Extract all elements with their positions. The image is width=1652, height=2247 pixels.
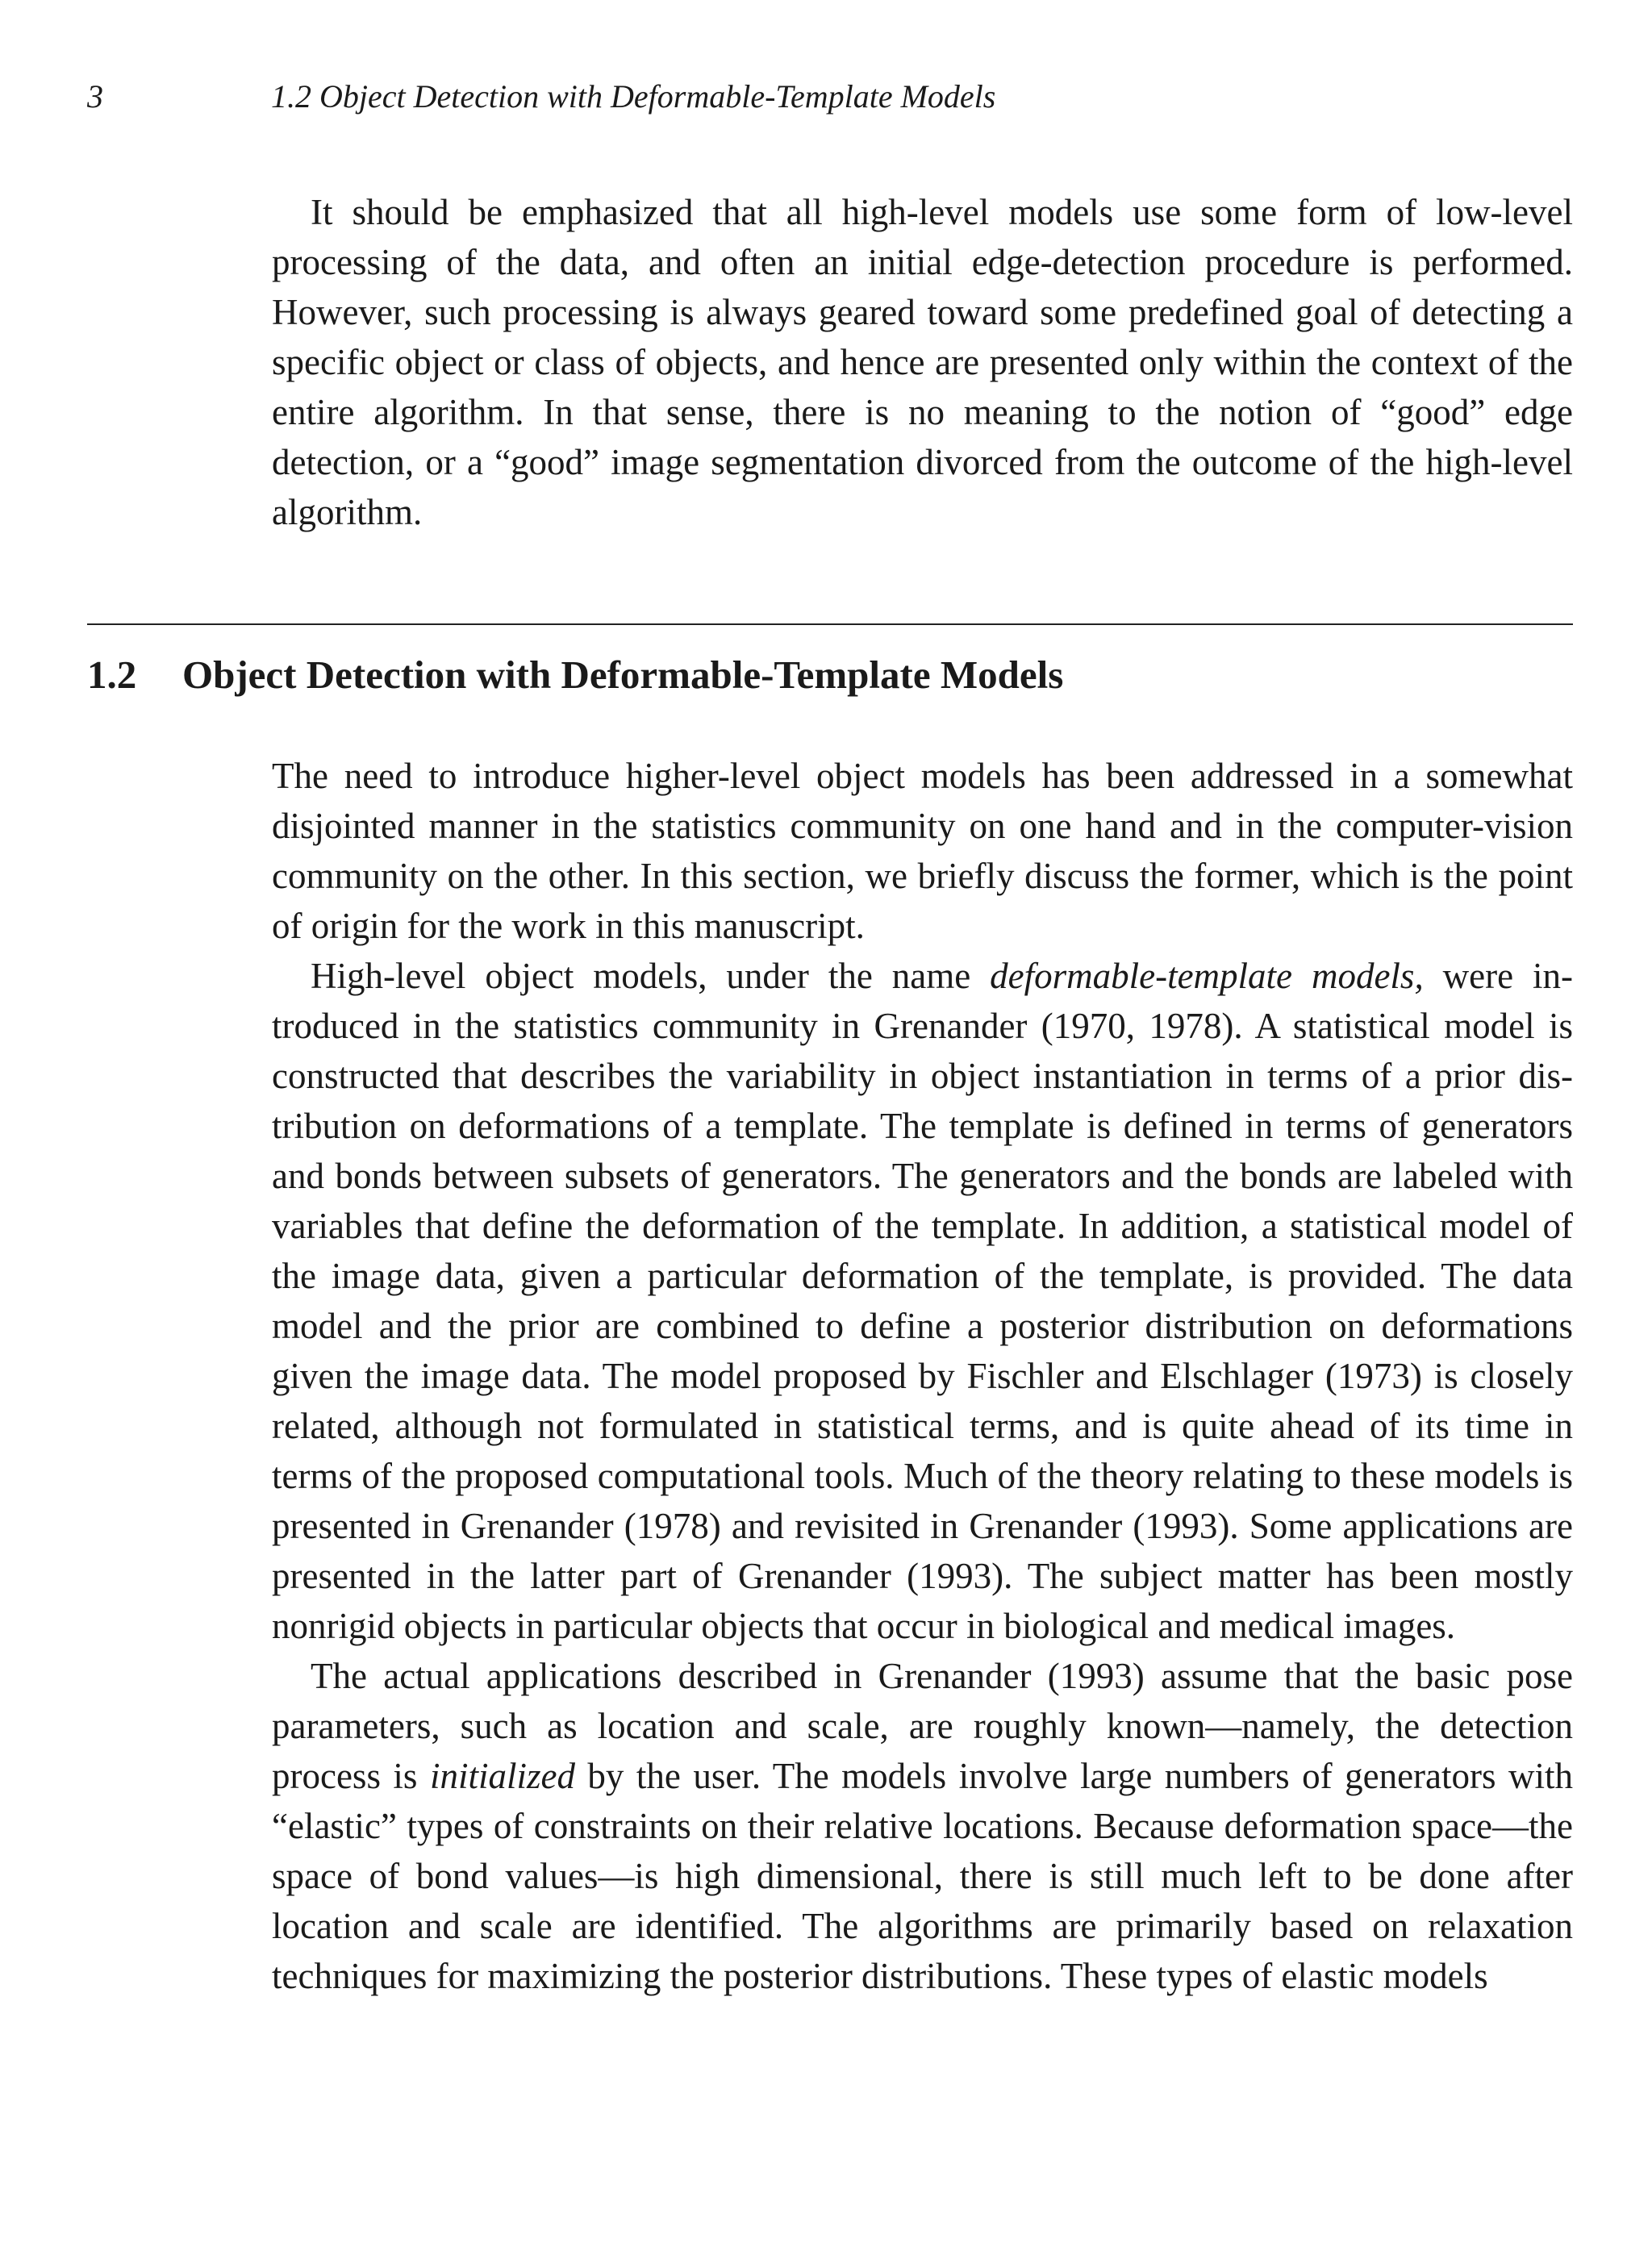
section-paragraph-2 (272, 951, 1573, 1651)
page-number: 3 (87, 78, 103, 115)
section-heading (87, 647, 1573, 703)
paragraph-3-text-start: The actual applications described in Grenander (1993) assume that the basic pose parameters, such as location and scale, are roughly known—namely, the detection process is (272, 1656, 1573, 1796)
running-head-title: 1.2 Object Detection with Deformable-Template Models (271, 78, 996, 115)
paragraph-3-text-end: by the user. The models involve large numbers of generators with “elastic” types of constraints on their relative locations. Because deformation space—the space of bond values—is high dimensional, there is still much left to be done after location and scale are identified. The algorithms are primarily based on relaxation techniques for maximizing the posterior distributions. These types of elastic models (272, 1756, 1573, 1996)
section-paragraph-1: The need to introduce higher-level object models has been addressed in a somewhat disjointed manner in the statistics community on one hand and in the computer-vision community on the other. In this section, we briefly discuss the former, which is the point of origin for the work in this manuscript. (272, 756, 1573, 946)
paragraph-2-text-start: High-level object models, under the name (311, 956, 991, 996)
section-paragraph-3 (272, 1651, 1573, 2001)
term-initialized: initialized (429, 1756, 575, 1796)
running-head (87, 76, 1571, 118)
paragraph-2-text-end: were introduced in the statistics community in Grenander (1970, 1978). A statistical model is constructed that describes the variability in object instantiation in terms of a prior distribution on deformations of a template. The template is defined in terms of generators and bonds between subsets of generators. The generators and the bonds are labeled with variables that define the deformation of the template. In addition, a statistical model of the image data, given a particular deformation of the template, is provided. The data model and the prior are combined to define a posterior distribution on deformations given the image data. The model proposed by Fischler and Elschlager (1973) is closely related, although not formulated in statistical terms, and is quite ahead of its time in terms of the proposed computational tools. Much of the theory relating to these models is presented in Grenander (1978) and revisited in Grenander (1993). Some applications are presented in the latter part of Grenander (1993). The subject matter has been mostly nonrigid objects in particular objects that occur in biological and medical images. (272, 956, 1574, 1646)
section-divider (87, 623, 1573, 625)
intro-text-block (272, 187, 1573, 537)
section-title: Object Detection with Deformable-Template Models (182, 652, 1064, 697)
section-number: 1.2 (87, 652, 137, 697)
intro-paragraph: It should be emphasized that all high-level models use some form of low-level processing of the data, and often an initial edge-detection procedure is performed. However, such processing is always geared toward some predefined goal of detecting a specific object or class of objects, and hence are presented only within the context of the entire algorithm. In that sense, there is no meaning to the notion of “good” edge detection, or a “good” image segmentation divorced from the outcome of the high-level algorithm. (272, 192, 1573, 532)
section-text-block (272, 751, 1573, 2001)
term-deformable-template-models: deformable-template models, (990, 956, 1424, 996)
